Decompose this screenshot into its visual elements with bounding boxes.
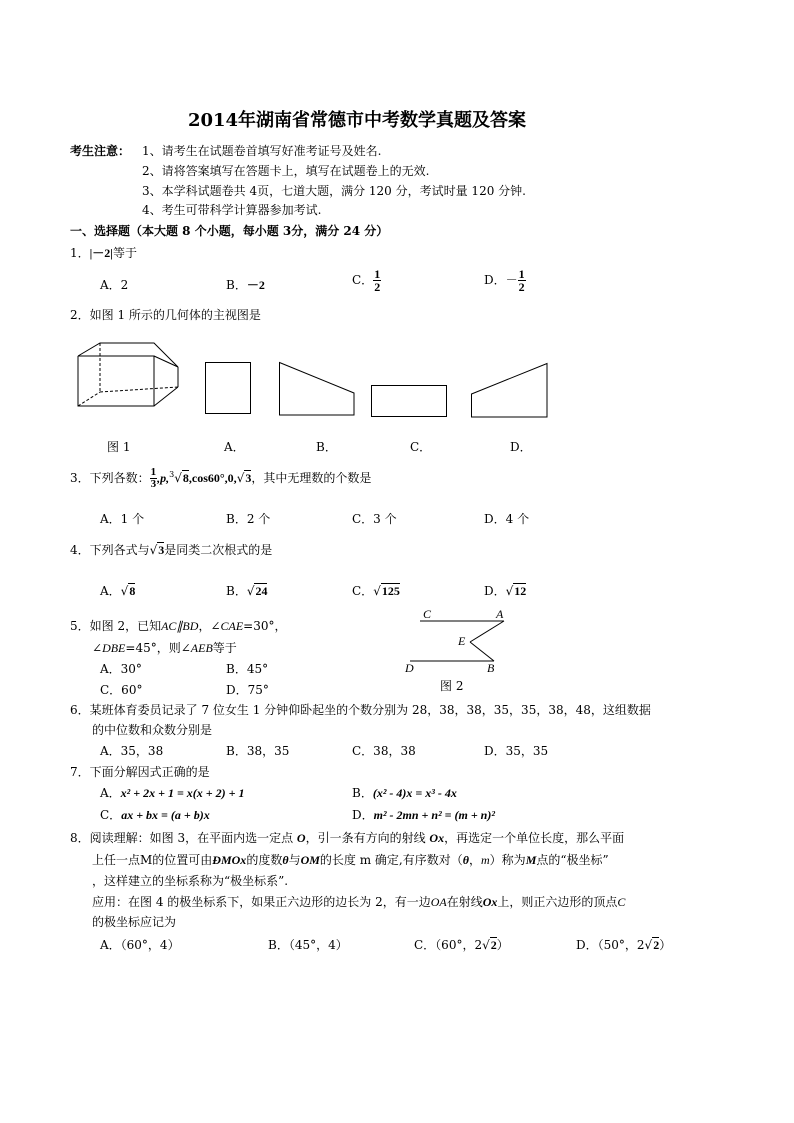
- q1-option-b: [226, 276, 265, 293]
- q8-l4-a: 应用：在图 4 的极坐标系下，如果正六边形的边长为 2，有一边: [92, 895, 431, 909]
- section-heading: 一、选择题（本大题 8 个小题，每小题 3分，满分 24 分）: [70, 224, 389, 238]
- q8-l1-a: 8．阅读理解：如图 3，在平面内选一定点: [70, 831, 297, 845]
- q3-fraction-numerator: 1: [150, 466, 157, 478]
- q8-l2-f: ）称为: [489, 853, 526, 867]
- q1-option-c-label: C．: [352, 273, 374, 287]
- q8-l2-theta-2: θ: [462, 853, 469, 867]
- q5-l1-b: AC∥BD: [161, 619, 199, 633]
- question-6-line-1: 6．某班体育委员记录了 7 位女生 1 分钟仰卧起坐的个数分别为 28，38，38，35，35，38，48，这组数据: [70, 703, 651, 717]
- q8-option-c-head: C．（60°，2: [414, 938, 483, 952]
- q2-label-d: D．: [510, 440, 532, 454]
- q3-option-b: B．2 个: [226, 512, 271, 526]
- fig2-label-a: A: [496, 607, 504, 621]
- q4-option-b: B．√24: [226, 584, 268, 598]
- q1-option-b-label: B．: [226, 278, 247, 292]
- q1-expression: |－2|: [89, 246, 113, 260]
- q5-l2-c: =45°，则∠: [125, 641, 191, 655]
- q2-label-c: C．: [410, 440, 432, 454]
- q3-cube-root-index: 3: [169, 470, 175, 479]
- figure-option-a-rectangle: [205, 362, 253, 416]
- q5-option-a: A．30°: [100, 662, 142, 676]
- q3-option-c: C．3 个: [352, 512, 397, 526]
- q4-option-b-radicand: 24: [255, 584, 268, 598]
- q7-option-b: [352, 784, 457, 801]
- page-title: 2014年湖南省常德市中考数学真题及答案: [187, 110, 527, 131]
- fig2-label-c: C: [423, 607, 432, 621]
- q4-option-a-label: A．: [100, 584, 121, 598]
- q1-option-c: [352, 268, 381, 293]
- question-8-line-5: 的极坐标应记为: [92, 915, 177, 929]
- q7-option-a-label: A．: [100, 786, 121, 800]
- q1-option-d-numerator: 1: [518, 267, 525, 281]
- q8-l1-b: ，引一条有方向的射线: [305, 831, 430, 845]
- q3-option-d: D．4 个: [484, 512, 530, 526]
- q3-lead: 3．下列各数：: [70, 471, 150, 485]
- figure-option-d-trapezoid: [471, 363, 551, 419]
- q8-option-a: A．（60°，4）: [100, 938, 180, 952]
- q4-option-d-radicand: 12: [514, 584, 527, 598]
- q7-option-c: [100, 806, 210, 823]
- q4-option-c-label: C．: [352, 584, 374, 598]
- q3-cos: ,cos60°,0,: [188, 471, 237, 485]
- q8-l2-e: ，: [468, 853, 481, 867]
- q8-option-b: B．（45°，4）: [268, 938, 348, 952]
- q3-list: ,p,: [157, 471, 170, 485]
- q4-option-a: A．√8: [100, 584, 136, 598]
- q4-option-d: D．√12: [484, 584, 527, 598]
- q8-l2-m: m: [481, 853, 490, 867]
- figure-1-caption: 图 1: [107, 440, 131, 454]
- question-1: [70, 244, 137, 261]
- q5-l2-a: ∠: [92, 641, 103, 655]
- q2-label-a: A．: [224, 440, 245, 454]
- q5-option-b: B．45°: [226, 662, 269, 676]
- q8-l2-theta: θ: [282, 853, 289, 867]
- q8-l2-m-point: M: [525, 853, 537, 867]
- q5-l2-d: AEB: [190, 641, 213, 655]
- q8-option-d-radicand: 2: [653, 938, 660, 952]
- q8-l4-oa: OA: [430, 895, 447, 909]
- question-2: 2．如图 1 所示的几何体的主视图是: [70, 308, 261, 322]
- q5-l1-d: CAE: [220, 619, 244, 633]
- q7-option-d-expr: m² - 2mn + n² = (m + n)²: [373, 808, 495, 822]
- q4-option-c-radicand: 125: [381, 584, 400, 598]
- q6-option-c: C．38，38: [352, 744, 416, 758]
- q5-l1-e: =30°，: [243, 619, 287, 633]
- q7-option-c-label: C．: [100, 808, 122, 822]
- q6-option-b: B．38，35: [226, 744, 290, 758]
- q8-option-c-tail: ）: [496, 938, 509, 952]
- q1-option-d: [484, 268, 526, 293]
- q8-option-d: D．（50°，2√2）: [576, 938, 672, 952]
- q8-l1-c: ，再选定一个单位长度，那么平面: [444, 831, 625, 845]
- q5-l1-a: 5．如图 2，已知: [70, 619, 162, 633]
- q5-option-c: C．60°: [100, 683, 143, 697]
- question-8-line-1: [70, 829, 624, 846]
- q4-head: 4．下列各式与: [70, 543, 150, 557]
- notice-item-1: 1、请考生在试题卷首填写好准考证号及姓名.: [142, 144, 382, 158]
- figure-option-b-trapezoid: [279, 362, 359, 418]
- question-6-line-2: 的中位数和众数分别是: [92, 723, 213, 737]
- q8-l2-b: 的度数: [246, 853, 283, 867]
- q4-option-b-label: B．: [226, 584, 247, 598]
- q8-l2-d: 的长度 m 确定,有序数对（: [319, 853, 463, 867]
- fig2-label-d: D: [405, 661, 414, 675]
- q4-sqrt: 3: [158, 543, 165, 557]
- q3-fraction-denominator: 3: [150, 478, 157, 490]
- q1-option-a: A．2: [100, 278, 129, 292]
- q8-l2-a: 上任一点M的位置可由: [92, 853, 213, 867]
- q7-option-a-expr: x² + 2x + 1 = x(x + 2) + 1: [120, 786, 245, 800]
- notice-item-4: 4、考生可带科学计算器参加考试.: [142, 203, 322, 217]
- q8-l4-c: 上，则正六边形的顶点: [497, 895, 618, 909]
- fig2-label-e: E: [458, 634, 466, 648]
- figure-2-caption: 图 2: [440, 679, 464, 693]
- q5-option-d: D．75°: [226, 683, 269, 697]
- question-5-line-1: [70, 617, 287, 634]
- q3-sqrt: 3: [245, 471, 252, 485]
- q8-l4-c-point: C: [617, 895, 626, 909]
- q5-l2-b: DBE: [102, 641, 126, 655]
- q8-l4-ox: Ox: [482, 895, 498, 909]
- question-3: 3．下列各数： $\frac{1}{3}$ ,p,$^3$√8,cos60°,0,√3，其中无理数的个数是: [70, 466, 372, 490]
- q8-option-c: C．（60°，2√2）: [414, 938, 509, 952]
- q1-option-b-value: －2: [246, 278, 265, 292]
- figure-1-solid: [74, 340, 184, 410]
- q8-option-d-head: D．（50°，2: [576, 938, 645, 952]
- q1-tail: 等于: [112, 246, 137, 260]
- q8-l2-angle: ÐMOx: [212, 853, 247, 867]
- question-8-line-2: [92, 851, 609, 868]
- notice-item-2: 2、请将答案填写在答题卡上，填写在试题卷上的无效.: [142, 164, 430, 178]
- question-7: 7．下面分解因式正确的是: [70, 765, 210, 779]
- q8-option-d-tail: ）: [659, 938, 672, 952]
- q8-l2-c: 与: [288, 853, 301, 867]
- q7-option-b-label: B．: [352, 786, 373, 800]
- q7-option-d-label: D．: [352, 808, 374, 822]
- question-5-line-2: [92, 639, 237, 656]
- q2-label-b: B．: [316, 440, 337, 454]
- q1-option-d-label: D．－: [484, 273, 518, 287]
- q1-option-c-numerator: 1: [374, 267, 381, 281]
- q6-option-a: A．35，38: [100, 744, 164, 758]
- q8-l2-om: OM: [300, 853, 320, 867]
- q8-option-c-radicand: 2: [490, 938, 497, 952]
- q8-l1-ox: Ox: [429, 831, 445, 845]
- q4-option-c: C．√125: [352, 584, 400, 598]
- q5-l2-e: 等于: [212, 641, 237, 655]
- q1-option-c-denominator: 2: [374, 280, 381, 294]
- q3-tail: ，其中无理数的个数是: [251, 471, 372, 485]
- question-8-line-3: ，这样建立的坐标系称为“极坐标系”.: [92, 874, 289, 888]
- q1-option-d-denominator: 2: [518, 280, 525, 294]
- q7-option-c-expr: ax + bx = (a + b)x: [121, 808, 210, 822]
- q5-l1-c: ，∠: [198, 619, 221, 633]
- q7-option-b-expr: (x² - 4)x = x³ - 4x: [372, 786, 457, 800]
- q4-option-d-label: D．: [484, 584, 506, 598]
- question-4: 4．下列各式与√3是同类二次根式的是: [70, 543, 273, 557]
- q8-l2-g: 点的“极坐标”: [536, 853, 609, 867]
- q3-option-a: A．1 个: [100, 512, 145, 526]
- fig2-label-b: B: [487, 661, 495, 675]
- q4-tail: 是同类二次根式的是: [164, 543, 273, 557]
- q8-l4-b: 在射线: [446, 895, 483, 909]
- q8-l1-o: O: [296, 831, 306, 845]
- q4-option-a-radicand: 8: [129, 584, 136, 598]
- q7-option-d: [352, 806, 495, 823]
- notice-label: 考生注意：: [70, 144, 131, 158]
- q1-number: 1．: [70, 246, 90, 260]
- figure-option-c-rectangle: [371, 385, 449, 419]
- q3-cube-root-value: 8: [182, 471, 189, 485]
- q6-option-d: D．35，35: [484, 744, 549, 758]
- notice-item-3: 3、本学科试题卷共 4页，七道大题，满分 120 分，考试时量 120 分钟.: [142, 184, 526, 198]
- q7-option-a: [100, 784, 244, 801]
- question-8-line-4: [92, 893, 625, 910]
